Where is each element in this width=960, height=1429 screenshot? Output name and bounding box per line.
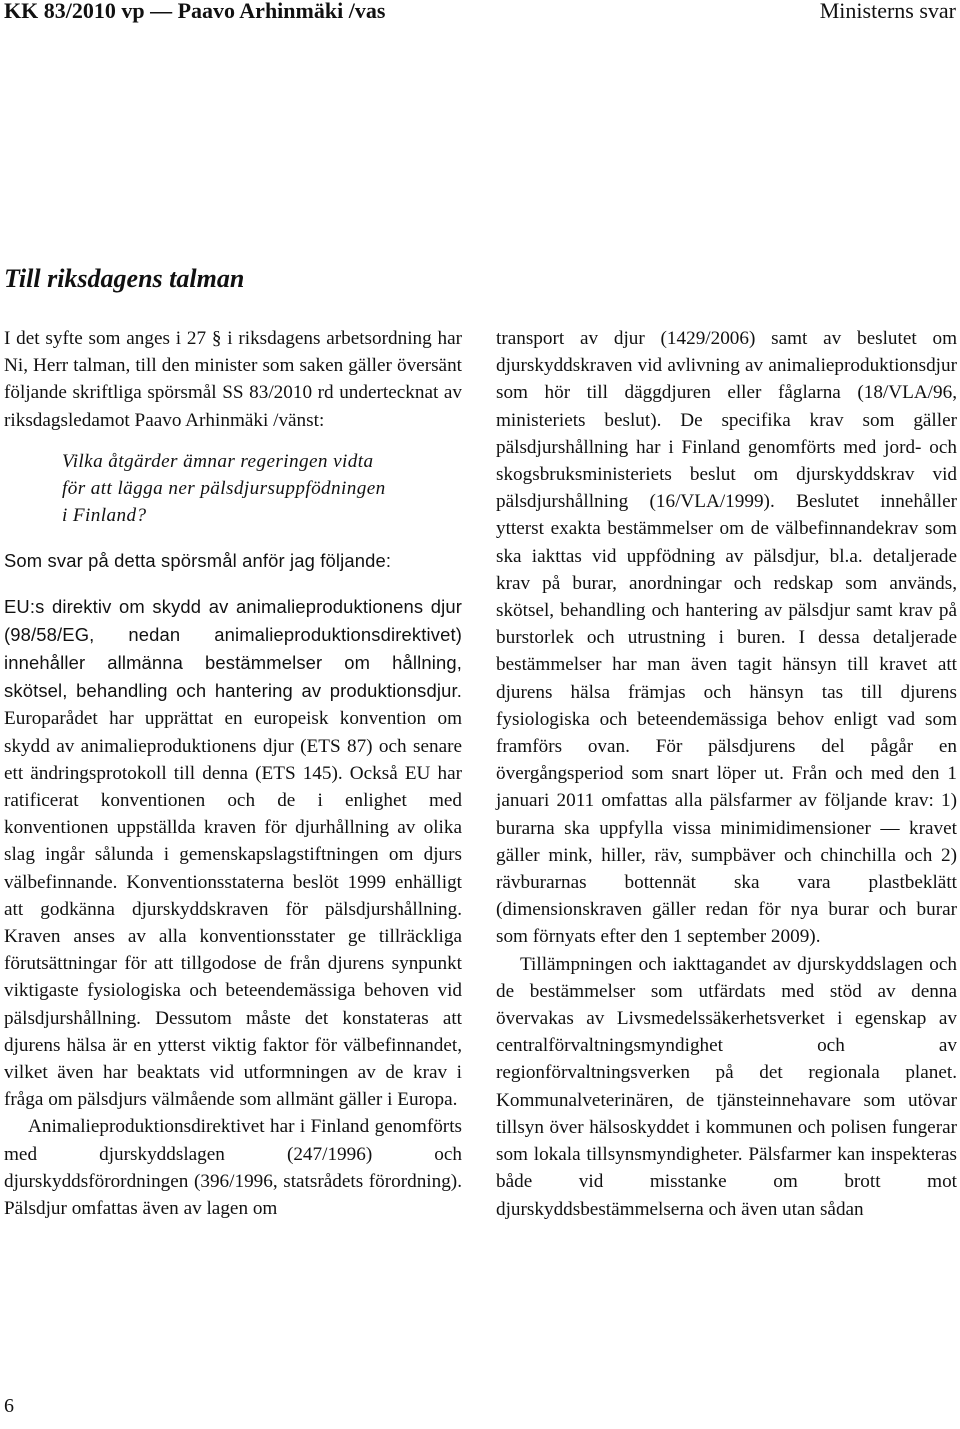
answer-paragraph-3: transport av djur (1429/2006) samt av beslutet om djurskyddskraven vid avlivning av animalieproduktionsdjur som hör till däggdjuren eller fåglarna (18/VLA/96, ministeriets beslut). De specifika krav som gäller pälsdjurshållning har i Finland genomförts med jord- och skogsbruksministeriets beslut om djurskyddskrav vid pälsdjurshållning (16/VLA/1999). Beslutet innehåller ytterst exakta bestämmelser om de välbefinnandekrav som ska iakttas vid uppfödning av pälsdjur, bl.a. detaljerade krav på burar, anordningar och redskap som används, skötsel, behandling och hantering av pälsdjur samt krav på burstorlek och utrustning i buren. I dessa detaljerade bestämmelser har man även tagit hänsyn till kravet att djurens hälsa främjas och hänsyn tas till djurens fysiologiska och beteendemässiga behov enligt vad som framförs ovan. För pälsdjurens del pågår en övergångsperiod som snart löper ut. Från och med den 1 januari 2011 omfattas alla pälsfarmer av följande krav: 1) burarna ska uppfylla vissa minimidimensioner — kravet gäller mink, hiller, räv, sumpbäver och chinchilla och 2) rävburarnas bottennät ska vara plastbeklätt (dimensionskraven gäller redan för nya burar och burar som förnyats efter den 1 september 2009). bbox=[496, 328, 957, 948]
answer-paragraph-4: Tillämpningen och iakttagandet av djurskyddslagen och de bestämmelser som utfärdats med stöd av denna övervakas av Livsmedelssäkerhetsverket i egenskap av centralförvaltningsmyndighet och av regionförvaltningsverken på det regionala planet. Kommunalveterinären, de tjänsteinnehavare som utövar tillsyn över hälsoskyddet i kommunen och polisen fungerar som lokala tillsynsmyndigheter. Pälsfarmer kan inspekteras både vid misstanke om brott mot djurskyddsbestämmelserna och även utan sådan bbox=[496, 953, 957, 1220]
answer-paragraph-2: Animalieproduktionsdirektivet har i Finland genomförts med djurskyddslagen (247/1996) och djurskyddsförordningen (396/1996, statsrådets förordning). Pälsdjur omfattas även av lagen om bbox=[4, 1116, 462, 1220]
page-number: 6 bbox=[4, 1395, 14, 1417]
answer-paragraph-1 bbox=[4, 593, 462, 1114]
header-document-reference: KK 83/2010 vp — Paavo Arhinmäki /vas bbox=[4, 0, 386, 23]
left-column bbox=[4, 325, 462, 1222]
intro-paragraph: I det syfte som anges i 27 § i riksdagens arbetsordning har Ni, Herr talman, till den minister som saken gäller översänt följande skriftliga spörsmål SS 83/2010 rd undertecknat av riksdagsledamot Paavo Arhinmäki /vänst: bbox=[4, 328, 462, 431]
answer-intro: Som svar på detta spörsmål anför jag följande: bbox=[4, 550, 392, 572]
right-column bbox=[496, 325, 957, 1223]
document-title: Till riksdagens talman bbox=[4, 264, 245, 293]
question-line: för att lägga ner pälsdjursuppfödningen bbox=[62, 478, 386, 500]
header-section-title: Ministerns svar bbox=[819, 0, 956, 23]
page-header bbox=[0, 0, 960, 30]
answer-paragraph-1-sans: EU:s direktiv om skydd av animalieproduktionens djur (98/58/EG, nedan animalieproduktionsdirektivet) innehåller allmänna bestämmelser om hållning, skötsel, behandling och hantering av produktionsdjur. bbox=[4, 595, 462, 702]
answer-paragraph-1-serif: Europarådet har upprättat en europeisk konvention om skydd av animalieproduktionens djur (ETS 87) och senare ett ändringsprotokoll till denna (ETS 145). Också EU har ratificerat konventionen och de i enlighet med konventionen uppställda kraven för djurhållning av olika slag ingår sålunda i gemenskapslagstiftningen om djurs välbefinnande. Konventionsstaterna beslöt 1999 enhälligt att godkänna djurskyddskraven för pälsdjurshållning. Kraven anses av alla konventionsstater ge tillräckliga förutsättningar för att tillgodose de från djurens synpunkt viktigaste fysiologiska och beteendemässiga behoven vid pälsdjurshållning. Dessutom måste det konstateras att djurens hälsa är en ytterst viktig faktor för välbefinnandet, vilket även har beaktats vid utformningen av de krav i fråga om pälsdjurs välmående som allmänt gäller i Europa. bbox=[4, 708, 462, 1111]
question-quote bbox=[62, 448, 462, 530]
question-line: Vilka åtgärder ämnar regeringen vidta bbox=[62, 450, 374, 472]
question-line: i Finland? bbox=[62, 505, 147, 527]
